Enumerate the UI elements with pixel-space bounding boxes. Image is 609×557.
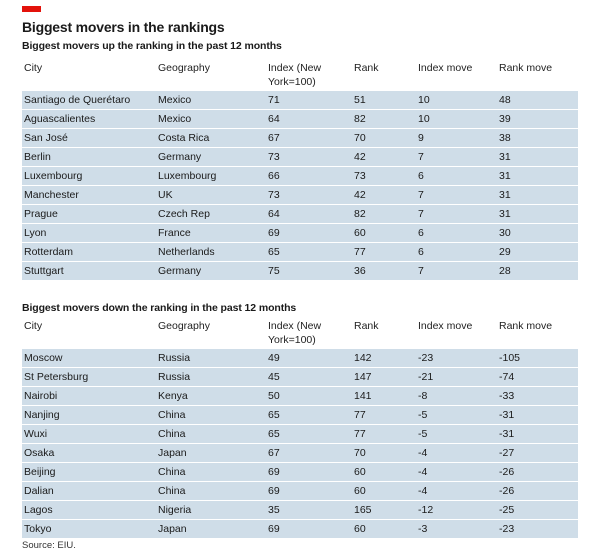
cell-geography: Luxembourg — [158, 170, 217, 182]
cell-city: Lagos — [24, 504, 53, 516]
cell-geography: Germany — [158, 151, 202, 163]
cell-index-move: -12 — [418, 504, 434, 516]
cell-rank-move: 38 — [499, 132, 511, 144]
cell-index: 69 — [268, 227, 280, 239]
cell-index-move: 6 — [418, 227, 424, 239]
table-header — [22, 319, 578, 349]
cell-rank-move: -25 — [499, 504, 515, 516]
header-geography: Geography — [158, 62, 210, 74]
cell-city: Santiago de Querétaro — [24, 94, 131, 106]
cell-geography: UK — [158, 189, 173, 201]
table-row — [22, 129, 578, 148]
header-rank-move: Rank move — [499, 62, 553, 74]
cell-rank-move: -26 — [499, 485, 515, 497]
table-row — [22, 463, 578, 482]
cell-rank-move: 39 — [499, 113, 511, 125]
up-table-subtitle: Biggest movers up the ranking in the past 12 months — [22, 40, 282, 52]
cell-index: 73 — [268, 151, 280, 163]
cell-rank: 77 — [354, 409, 366, 421]
header-geography: Geography — [158, 320, 210, 332]
cell-rank-move: 30 — [499, 227, 511, 239]
cell-index: 49 — [268, 352, 280, 364]
cell-index-move: 7 — [418, 189, 424, 201]
cell-rank: 142 — [354, 352, 372, 364]
cell-geography: Russia — [158, 352, 191, 364]
cell-index-move: -4 — [418, 485, 428, 497]
cell-index-move: 10 — [418, 113, 430, 125]
cell-geography: Japan — [158, 523, 187, 535]
cell-geography: Germany — [158, 265, 202, 277]
cell-index: 35 — [268, 504, 280, 516]
cell-rank: 36 — [354, 265, 366, 277]
cell-rank: 70 — [354, 132, 366, 144]
cell-index: 71 — [268, 94, 280, 106]
cell-index-move: 7 — [418, 265, 424, 277]
cell-rank: 141 — [354, 390, 372, 402]
cell-index: 45 — [268, 371, 280, 383]
cell-index: 65 — [268, 428, 280, 440]
cell-rank-move: -31 — [499, 409, 515, 421]
cell-rank: 51 — [354, 94, 366, 106]
cell-index-move: -4 — [418, 466, 428, 478]
cell-city: Nairobi — [24, 390, 58, 402]
cell-index: 73 — [268, 189, 280, 201]
cell-city: St Petersburg — [24, 371, 89, 383]
cell-city: Tokyo — [24, 523, 52, 535]
cell-geography: France — [158, 227, 191, 239]
cell-city: Osaka — [24, 447, 55, 459]
cell-rank-move: -26 — [499, 466, 515, 478]
table-row — [22, 262, 578, 281]
cell-geography: Mexico — [158, 113, 192, 125]
cell-index: 75 — [268, 265, 280, 277]
cell-index: 67 — [268, 132, 280, 144]
cell-rank-move: -74 — [499, 371, 515, 383]
header-rank-move: Rank move — [499, 320, 553, 332]
cell-geography: Costa Rica — [158, 132, 210, 144]
cell-index: 69 — [268, 466, 280, 478]
cell-rank: 82 — [354, 113, 366, 125]
cell-city: Moscow — [24, 352, 63, 364]
cell-rank-move: -27 — [499, 447, 515, 459]
cell-rank: 73 — [354, 170, 366, 182]
cell-index-move: -23 — [418, 352, 434, 364]
cell-geography: Japan — [158, 447, 187, 459]
table-row — [22, 482, 578, 501]
cell-index-move: -4 — [418, 447, 428, 459]
header-rank: Rank — [354, 320, 379, 332]
cell-index: 67 — [268, 447, 280, 459]
table-row — [22, 110, 578, 129]
table-row — [22, 243, 578, 262]
source-note: Source: EIU. — [22, 540, 76, 551]
cell-index-move: 10 — [418, 94, 430, 106]
cell-index-move: 7 — [418, 151, 424, 163]
cell-rank: 82 — [354, 208, 366, 220]
cell-rank-move: -33 — [499, 390, 515, 402]
brand-red-bar — [22, 6, 41, 12]
table-row — [22, 501, 578, 520]
cell-city: Nanjing — [24, 409, 60, 421]
table-row — [22, 148, 578, 167]
table-row — [22, 520, 578, 539]
cell-city: San José — [24, 132, 68, 144]
cell-city: Stuttgart — [24, 265, 64, 277]
cell-city: Manchester — [24, 189, 79, 201]
cell-geography: Kenya — [158, 390, 188, 402]
page-title: Biggest movers in the rankings — [22, 19, 225, 35]
table-row — [22, 205, 578, 224]
cell-index-move: 9 — [418, 132, 424, 144]
cell-rank-move: 28 — [499, 265, 511, 277]
cell-city: Aguascalientes — [24, 113, 96, 125]
cell-index-move: 6 — [418, 246, 424, 258]
cell-geography: Mexico — [158, 94, 192, 106]
cell-rank: 70 — [354, 447, 366, 459]
down-table-subtitle: Biggest movers down the ranking in the past 12 months — [22, 302, 297, 314]
table-row — [22, 406, 578, 425]
cell-geography: Nigeria — [158, 504, 192, 516]
cell-geography: Netherlands — [158, 246, 215, 258]
cell-rank: 42 — [354, 189, 366, 201]
table-row — [22, 167, 578, 186]
cell-rank-move: -31 — [499, 428, 515, 440]
cell-index: 50 — [268, 390, 280, 402]
cell-rank: 77 — [354, 246, 366, 258]
cell-rank-move: -105 — [499, 352, 521, 364]
header-rank: Rank — [354, 62, 379, 74]
cell-rank-move: 29 — [499, 246, 511, 258]
cell-index: 66 — [268, 170, 280, 182]
header-city: City — [24, 320, 43, 332]
cell-rank-move: -23 — [499, 523, 515, 535]
cell-rank-move: 31 — [499, 170, 511, 182]
cell-rank: 60 — [354, 485, 366, 497]
cell-rank: 147 — [354, 371, 372, 383]
cell-city: Beijing — [24, 466, 56, 478]
cell-rank: 60 — [354, 227, 366, 239]
cell-index: 65 — [268, 246, 280, 258]
table-row — [22, 349, 578, 368]
cell-rank: 42 — [354, 151, 366, 163]
down-movers-table — [22, 319, 578, 539]
cell-rank-move: 31 — [499, 189, 511, 201]
cell-index-move: -8 — [418, 390, 428, 402]
cell-city: Lyon — [24, 227, 47, 239]
cell-city: Luxembourg — [24, 170, 83, 182]
header-index-move: Index move — [418, 62, 473, 74]
cell-index: 65 — [268, 409, 280, 421]
cell-rank-move: 31 — [499, 151, 511, 163]
cell-geography: China — [158, 428, 186, 440]
up-movers-table — [22, 61, 578, 281]
cell-geography: Czech Rep — [158, 208, 210, 220]
cell-city: Berlin — [24, 151, 51, 163]
header-index: Index (New York=100) — [268, 320, 322, 346]
table-header — [22, 61, 578, 91]
cell-index: 64 — [268, 113, 280, 125]
cell-geography: China — [158, 409, 186, 421]
header-index: Index (New York=100) — [268, 62, 322, 88]
cell-index-move: 7 — [418, 208, 424, 220]
cell-index-move: -5 — [418, 409, 428, 421]
cell-geography: Russia — [158, 371, 191, 383]
cell-city: Rotterdam — [24, 246, 74, 258]
cell-rank: 165 — [354, 504, 372, 516]
table-row — [22, 444, 578, 463]
table-row — [22, 425, 578, 444]
cell-rank: 60 — [354, 523, 366, 535]
cell-index: 64 — [268, 208, 280, 220]
cell-rank: 77 — [354, 428, 366, 440]
cell-city: Wuxi — [24, 428, 48, 440]
table-row — [22, 91, 578, 110]
cell-index-move: -3 — [418, 523, 428, 535]
cell-city: Dalian — [24, 485, 54, 497]
cell-index: 69 — [268, 485, 280, 497]
cell-index-move: 6 — [418, 170, 424, 182]
table-row — [22, 387, 578, 406]
cell-city: Prague — [24, 208, 58, 220]
cell-rank: 60 — [354, 466, 366, 478]
cell-geography: China — [158, 485, 186, 497]
header-index-move: Index move — [418, 320, 473, 332]
cell-index: 69 — [268, 523, 280, 535]
table-row — [22, 186, 578, 205]
cell-index-move: -5 — [418, 428, 428, 440]
table-row — [22, 368, 578, 387]
cell-index-move: -21 — [418, 371, 434, 383]
header-city: City — [24, 62, 43, 74]
cell-rank-move: 48 — [499, 94, 511, 106]
cell-geography: China — [158, 466, 186, 478]
cell-rank-move: 31 — [499, 208, 511, 220]
table-row — [22, 224, 578, 243]
